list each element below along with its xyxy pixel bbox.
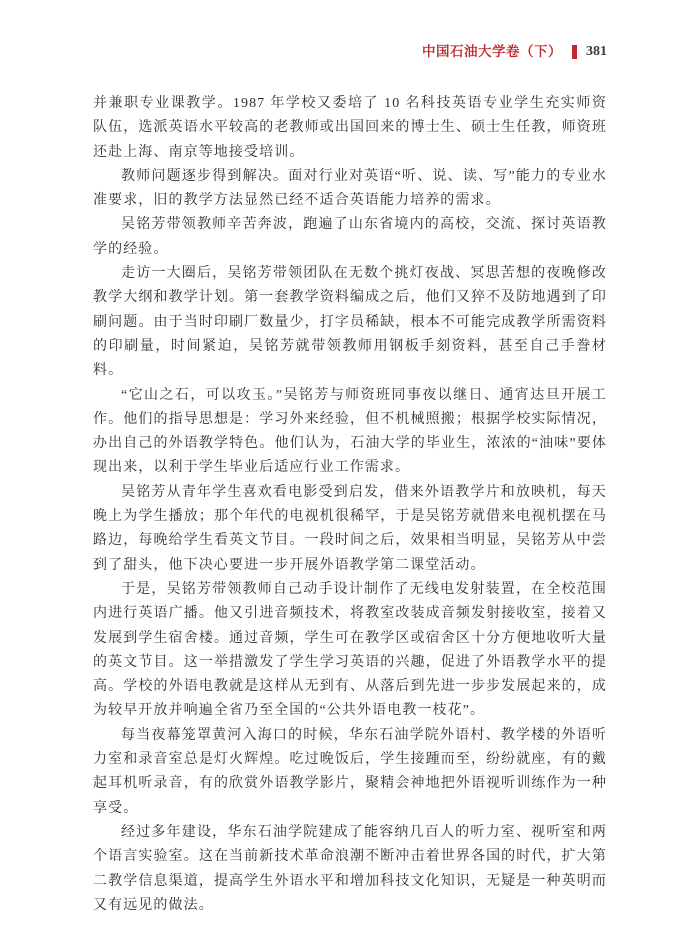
header-divider-bar — [572, 45, 577, 59]
paragraph: 吴铭芳从青年学生喜欢看电影受到启发，借来外语教学片和放映机，每天晚上为学生播放；那个年代的电视机很稀罕，于是吴铭芳就借来电视机摆在马路边，每晚给学生看英文节目。一段时间之后，效果相当明显，吴铭芳从中尝到了甜头，他下决心要进一步开展外语教学第二课堂活动。 — [93, 484, 607, 573]
paragraph: 教师问题逐步得到解决。面对行业对英语“听、说、读、写”能力的专业水准要求，旧的教学方法显然已经不适合英语能力培养的需求。 — [93, 168, 607, 209]
paragraph: “它山之石，可以攻玉。”吴铭芳与师资班同事夜以继日、通宵达旦开展工作。他们的指导思想是：学习外来经验，但不机械照搬；根据学校实际情况，办出自己的外语教学特色。他们认为，石油大学的毕业生，浓浓的“油味”要体现出来，以利于学生毕业后适应行业工作需求。 — [93, 387, 607, 476]
paragraph: 走访一大圈后，吴铭芳带领团队在无数个挑灯夜战、冥思苦想的夜晚修改教学大纲和教学计划。第一套教学资料编成之后，他们又猝不及防地遇到了印刷问题。由于当时印刷厂数量少，打字员稀缺，根本不可能完成教学所需资料的印刷量，时间紧迫，吴铭芳就带领教师用钢板手刻资料，甚至自己手誊材料。 — [93, 266, 607, 379]
paragraph: 吴铭芳带领教师辛苦奔波，跑遍了山东省境内的高校，交流、探讨英语教学的经验。 — [93, 217, 607, 257]
volume-title: 中国石油大学卷（下） — [422, 44, 562, 59]
page-number: 381 — [586, 44, 607, 59]
paragraph: 并兼职专业课教学。1987 年学校又委培了 10 名科技英语专业学生充实师资队伍，选派英语水平较高的老教师或出国回来的博士生、硕士生任教，师资班还赴上海、南京等地接受培训。 — [93, 96, 607, 160]
body-text — [93, 92, 607, 918]
paragraph: 每当夜幕笼罩黄河入海口的时候，华东石油学院外语村、教学楼的外语听力室和录音室总是灯火辉煌。吃过晚饭后，学生接踵而至，纷纷就座，有的戴起耳机听录音，有的欣赏外语教学影片，聚精会神地把外语视听训练作为一种享受。 — [93, 727, 607, 816]
paragraph: 于是，吴铭芳带领教师自己动手设计制作了无线电发射装置，在全校范围内进行英语广播。他又引进音频技术，将教室改装成音频发射接收室，接着又发展到学生宿舍楼。通过音频，学生可在教学区或宿舍区十分方便地收听大量的英文节目。这一举措激发了学生学习英语的兴趣，促进了外语教学水平的提高。学校的外语电教就是这样从无到有、从落后到先进一步步发展起来的，成为较早开放并响遍全省乃至全国的“公共外语电教一枝花”。 — [93, 581, 607, 719]
running-header — [93, 44, 607, 60]
paragraph: 经过多年建设，华东石油学院建成了能容纳几百人的听力室、视听室和两个语言实验室。这在当前新技术革命浪潮不断冲击着世界各国的时代，扩大第二教学信息渠道，提高学生外语水平和增加科技文化知识，无疑是一种英明而又有远见的做法。 — [93, 824, 607, 913]
